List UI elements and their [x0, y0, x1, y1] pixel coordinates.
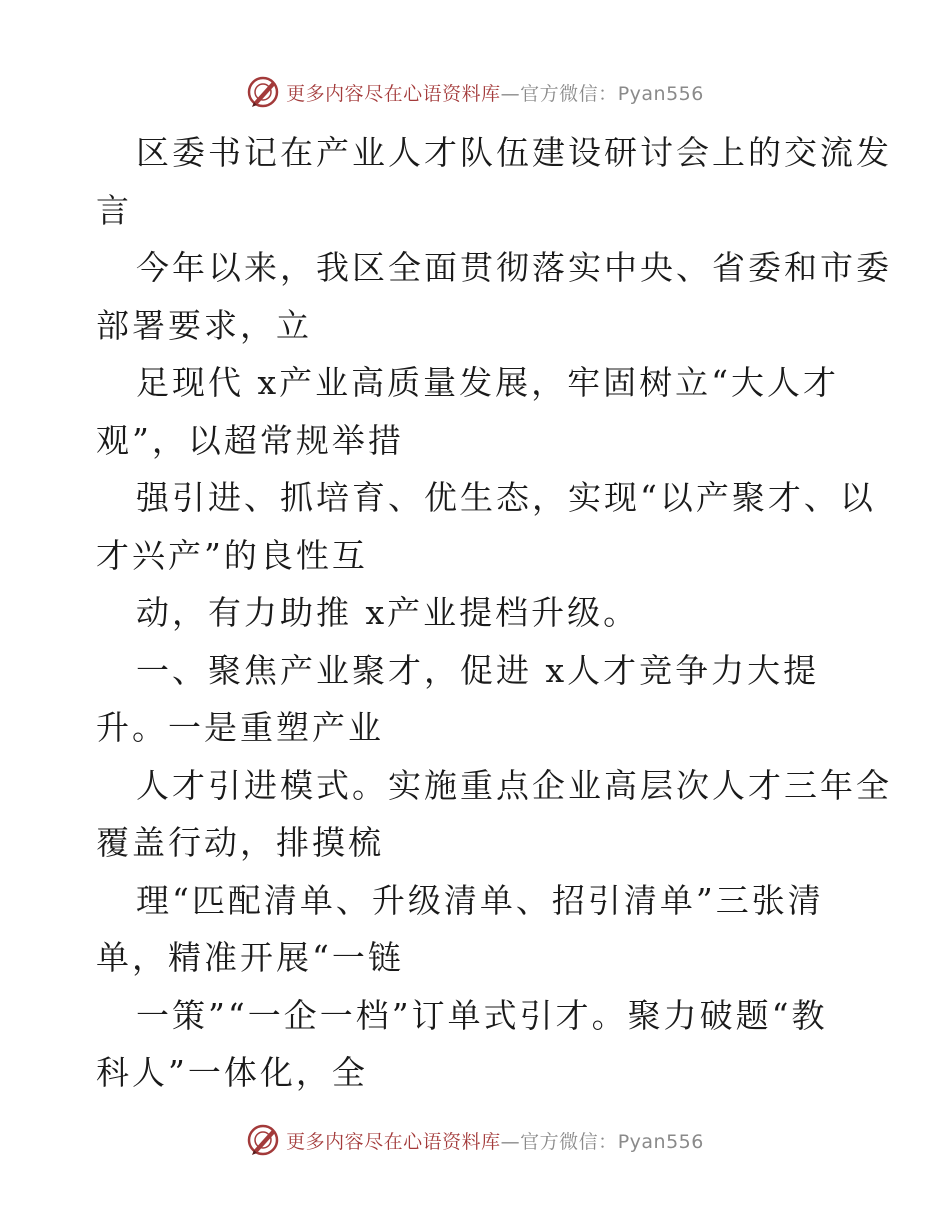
banner-account-id: Pyan556 — [617, 1130, 704, 1153]
paragraph-line: 科人”一体化，全 — [96, 1053, 368, 1092]
paragraph — [96, 124, 892, 239]
banner-dash: — — [500, 82, 521, 105]
paragraph — [96, 757, 892, 872]
paragraph-line: 部署要求，立 — [96, 305, 312, 345]
paragraph-line: 才兴产”的良性互 — [96, 535, 368, 575]
banner-text — [286, 79, 704, 106]
pen-logo-icon — [246, 1123, 280, 1157]
document-body — [96, 124, 892, 1102]
paragraph — [96, 987, 866, 1102]
paragraph-line: 强引进、抓培育、优生态，实现“以产聚才、以 — [136, 478, 876, 517]
banner-dash: — — [500, 1130, 521, 1153]
banner-account-label: 官方微信： — [520, 1130, 618, 1153]
banner-text — [286, 1127, 704, 1154]
paragraph-line: 覆盖行动，排摸梳 — [96, 823, 384, 862]
paragraph-line: 动，有力助推 x产业提档升级。 — [136, 593, 640, 632]
banner-account-label: 官方微信： — [520, 82, 618, 105]
paragraph-line: 一、聚焦产业聚才，促进 x人才竞争力大提 — [136, 650, 820, 690]
paragraph — [96, 469, 876, 584]
paragraph — [96, 354, 866, 469]
paragraph-line: 言 — [96, 190, 132, 230]
paragraph — [96, 642, 866, 757]
banner-main-text: 更多内容尽在心语资料库 — [286, 1130, 501, 1153]
paragraph-line: 今年以来，我区全面贯彻落实中央、省委和市委 — [136, 248, 892, 287]
paragraph-line: 足现代 x产业高质量发展，牢固树立“大人才 — [136, 363, 839, 402]
paragraph-line: 单，精准开展“一链 — [96, 938, 404, 977]
paragraph-line: 人才引进模式。实施重点企业高层次人才三年全 — [136, 765, 892, 805]
paragraph-line: 观”，以超常规举措 — [96, 420, 404, 460]
paragraph-line: 区委书记在产业人才队伍建设研讨会上的交流发 — [136, 133, 892, 172]
paragraph — [96, 584, 866, 642]
paragraph — [96, 872, 866, 987]
banner-main-text: 更多内容尽在心语资料库 — [286, 82, 501, 105]
banner-account-id: Pyan556 — [617, 82, 704, 105]
header-banner — [0, 72, 950, 112]
paragraph-line: 升。一是重塑产业 — [96, 708, 384, 747]
paragraph-line: 理“匹配清单、升级清单、招引清单”三张清 — [136, 880, 824, 920]
paragraph — [96, 239, 892, 354]
pen-logo-icon — [246, 75, 280, 109]
footer-banner — [0, 1120, 950, 1160]
paragraph-line: 一策”“一企一档”订单式引才。聚力破题“教 — [136, 995, 828, 1035]
